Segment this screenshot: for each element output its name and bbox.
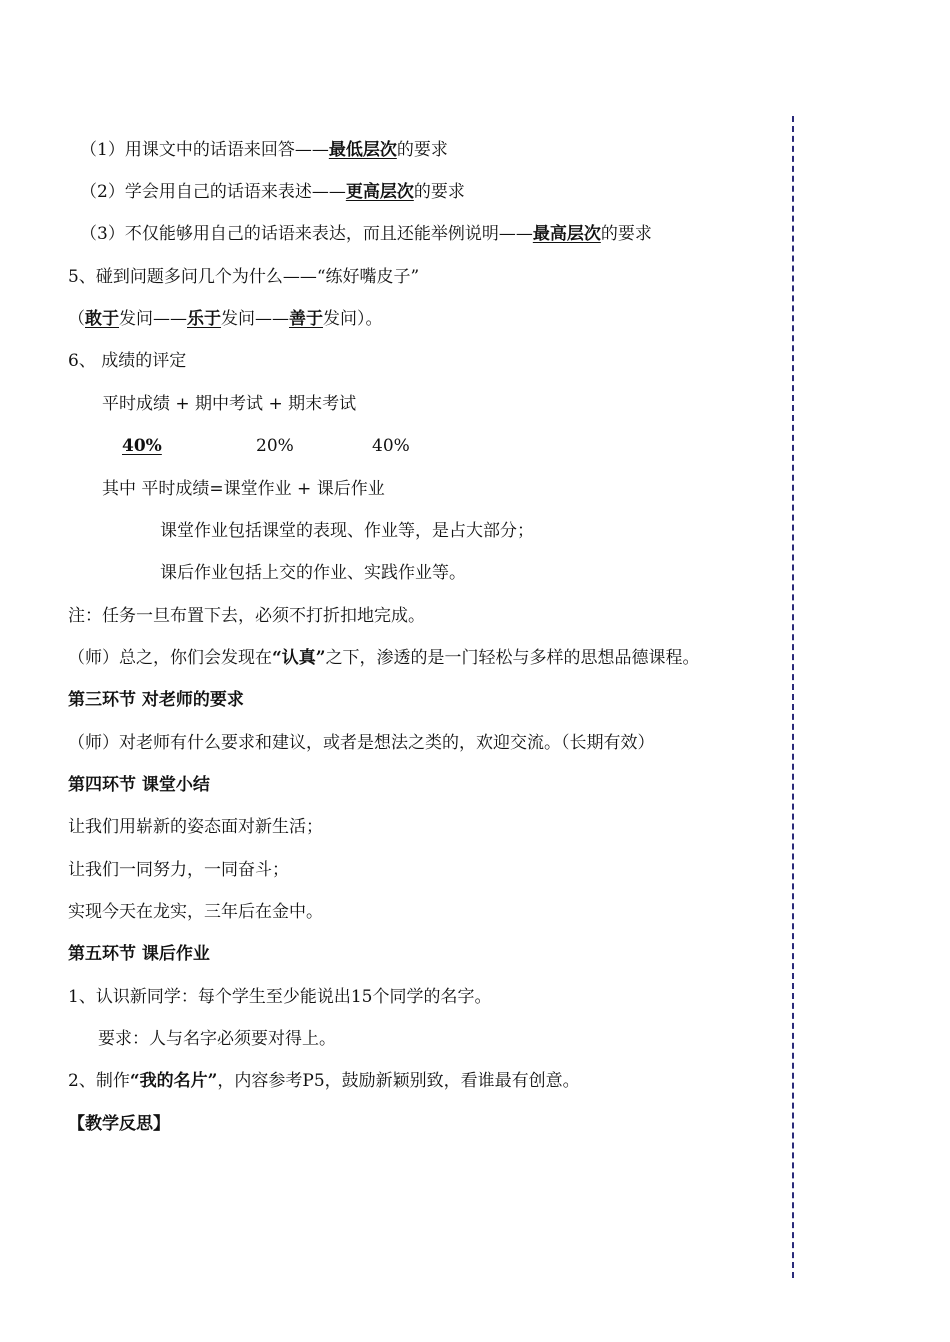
classwork-description: 课堂作业包括课堂的表现、作业等，是占大部分； — [160, 521, 534, 541]
grade-components: 平时成绩 + 期中考试 + 期末考试 — [102, 394, 357, 414]
teacher-summary: （师）总之，你们会发现在“认真”之下，渗透的是一门轻松与多样的思想品德课程。 — [68, 648, 700, 668]
section-5-heading: 第五环节 课后作业 — [68, 944, 210, 964]
score-midterm: 20% — [256, 436, 294, 456]
summary-line-1: 让我们用崭新的姿态面对新生活； — [68, 817, 323, 837]
homework-description: 课后作业包括上交的作业、实践作业等。 — [160, 563, 466, 583]
teaching-reflection-heading: 【教学反思】 — [68, 1114, 170, 1134]
note-line: 注：任务一旦布置下去，必须不打折扣地完成。 — [68, 606, 425, 626]
section-4-heading: 第四环节 课堂小结 — [68, 775, 210, 795]
summary-line-2: 让我们一同努力，一同奋斗； — [68, 860, 289, 880]
homework-1-requirement: 要求：人与名字必须要对得上。 — [98, 1029, 336, 1049]
requirement-level-1: （1）用课文中的话语来回答——最低层次的要求 — [80, 140, 448, 160]
emphasis-highest-level: 最高层次 — [532, 224, 601, 244]
emphasis-lowest-level: 最低层次 — [328, 140, 397, 160]
item-5: 5、碰到问题多问几个为什么——“练好嘴皮子” — [68, 267, 420, 287]
summary-line-3: 实现今天在龙实，三年后在金中。 — [68, 902, 323, 922]
score-regular: 40% — [122, 436, 162, 456]
section-3-heading: 第三环节 对老师的要求 — [68, 690, 244, 710]
regular-score-formula: 其中 平时成绩=课堂作业 + 课后作业 — [102, 479, 385, 499]
homework-2: 2、制作“我的名片”，内容参考P5，鼓励新颖别致，看谁最有创意。 — [68, 1071, 580, 1091]
item-6: 6、 成绩的评定 — [68, 351, 187, 371]
score-final: 40% — [372, 436, 410, 456]
requirement-level-3: （3）不仅能够用自己的话语来表达，而且还能举例说明——最高层次的要求 — [80, 224, 652, 244]
ask-questions-line: （敢于发问——乐于发问——善于发问）。 — [68, 309, 383, 329]
teacher-request-line: （师）对老师有什么要求和建议，或者是想法之类的，欢迎交流。（长期有效） — [68, 733, 655, 753]
emphasis-higher-level: 更高层次 — [345, 182, 414, 202]
requirement-level-2: （2）学会用自己的话语来表述——更高层次的要求 — [80, 182, 465, 202]
margin-dashed-rule — [792, 116, 794, 1278]
homework-1: 1、认识新同学：每个学生至少能说出15个同学的名字。 — [68, 987, 492, 1007]
